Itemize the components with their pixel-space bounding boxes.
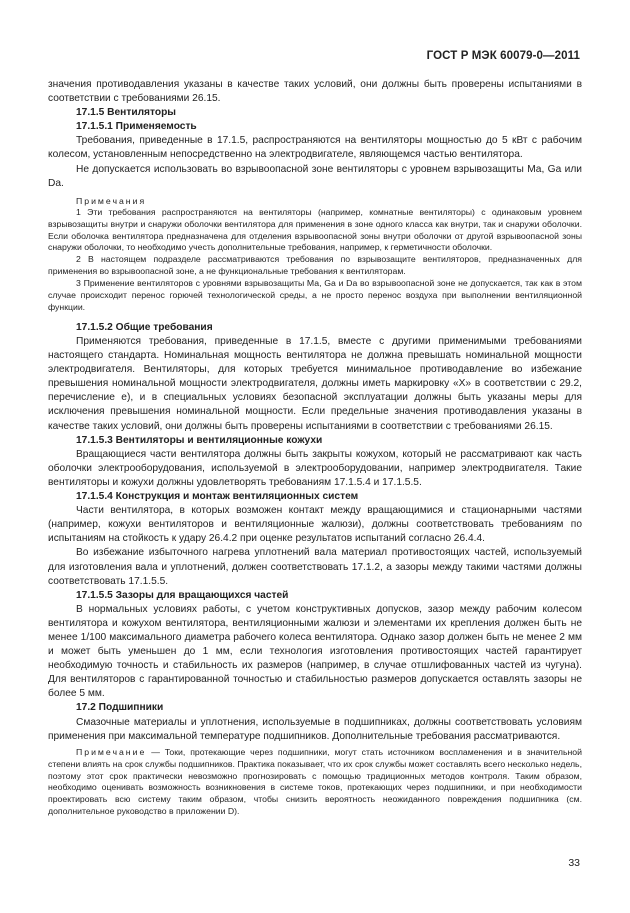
note-1: 1 Эти требования распространяются на вентиляторы (например, комнатные вентиляторы) с одинаковым уровнем взрывозащиты внутри и снаружи оболочки вентилятора для применения в зоне одного класса как внутри, так и снаружи оболочки. Если оболочка вентилятора предназначена для отделения взрывоопасной зоны внутри оболочки от другой взрывоопасной зоны снаружи оболочки, то необходимо учесть дополнительные требования, например, к герметичности оболочки. (48, 206, 582, 253)
paragraph-fan-covers: Вращающиеся части вентилятора должны быть закрыты кожухом, который не рассматривают как часть оболочки электрооборудования, используемой в электрооборудовании, например электродвигателя. Такие вентиляторы и кожухи должны удовлетворять требованиям 17.1.5.4 и 17.1.5.5. (48, 448, 582, 488)
note-3: 3 Применение вентиляторов с уровнями взрывозащиты Ма, Gа и Dа во взрывоопасной зоне не допускается, так как в этом случае происходит перенос горючей технологической среды, а не просто перенос воздуха при выполнении вентиляционной функции. (48, 278, 582, 312)
final-note-label: Примечание (76, 746, 147, 757)
section-heading-17-1-5-5: 17.1.5.5 Зазоры для вращающихся частей (76, 589, 289, 601)
paragraph-prohibition: Не допускается использовать во взрывоопасной зоне вентиляторы с уровнем взрывозащиты Ма, Gа или Dа. (48, 163, 582, 189)
standard-header: ГОСТ Р МЭК 60079-0—2011 (426, 50, 580, 62)
intro-paragraph: значения противодавления указаны в качестве таких условий, они должны быть проверены испытаниями в соответствии с требованиями 26.15. (48, 79, 582, 105)
section-heading-17-1-5-3: 17.1.5.3 Вентиляторы и вентиляционные кожухи (76, 434, 323, 446)
page-number: 33 (568, 857, 580, 869)
paragraph-construction: Части вентилятора, в которых возможен контакт между вращающимися и стационарными частями (например, кожухи вентиляторов и вентиляционные жалюзи), должны соответствовать требованиям по испытаниям на стойкость к удару 26.4.2 при оценке результатов испытаний согласно 26.4.4. (48, 505, 582, 545)
final-note-text: — Токи, протекающие через подшипники, могут стать источником воспламенения и в значительной степени влиять на срок службы подшипников. Практика показывает, что их срок службы может составлять всего несколько недель, поэтому этот срок практически невозможно прогнозировать с помощью традиционных методов контроля. Таким образом, необходимо оценивать возможность возникновения в системе токов, протекающих через подшипники, и при необходимости проектировать всю систему таким образом, чтобы снизить вероятность неожиданного повреждения подшипника (см. дополнительное руководство в приложении D). (48, 746, 582, 817)
paragraph-general-requirements: Применяются требования, приведенные в 17.1.5, вместе с другими применимыми требованиями настоящего стандарта. Номинальная мощность вентилятора не должна превышать номинальной мощности электродвигателя. Вентиляторы, для которых требуется минимальное противодавление во избежание превышения номинальной мощности электродвигателя, должны иметь маркировку «Х» в соответствии с 29.2, перечисление е), и в специальных условиях безопасной эксплуатации должны быть указаны меры для исключения превышения номинальной мощности. Если предельные значения противодавления указаны в качестве таких условий, они должны быть проверены испытаниями в соответствии с требованиями 26.15. (48, 336, 582, 432)
section-heading-17-1-5-2: 17.1.5.2 Общие требования (76, 321, 213, 333)
final-note (48, 747, 582, 818)
section-heading-17-2: 17.2 Подшипники (76, 702, 164, 714)
paragraph-clearances: В нормальных условиях работы, с учетом конструктивных допусков, зазор между рабочим колесом вентилятора и кожухом вентилятора, вентиляционными жалюзи и элементами их крепления должен быть не менее 1/100 максимального диаметра рабочего колеса вентилятора. Однако зазор должен быть не менее 2 мм и может быть уменьшен до 1 мм, если технология изготовления противостоящих частей гарантирует необходимую точность и стабильность их размеров (например, в случае отшлифованных частей из чугуна). Для вентиляторов с гарантированной точностью и стабильностью размеров допускается оставлять зазоры не более 5 мм. (48, 603, 582, 700)
page-content (48, 78, 582, 818)
notes-title: Примечания (76, 195, 147, 206)
paragraph-scope: Требования, приведенные в 17.1.5, распространяются на вентиляторы мощностью до 5 кВт с рабочим колесом, установленным непосредственно на электродвигателе, являющемся частью вентилятора. (48, 135, 582, 161)
paragraph-shaft-seals: Во избежание избыточного нагрева уплотнений вала материал противостоящих частей, используемый для изготовления вала и уплотнений, должен соответствовать 17.1.2, а зазоры между такими частями должны соответствовать 17.1.5.5. (48, 547, 582, 587)
section-heading-17-1-5-1: 17.1.5.1 Применяемость (76, 121, 197, 133)
section-heading-17-1-5-4: 17.1.5.4 Конструкция и монтаж вентиляционных систем (76, 491, 359, 503)
note-2: 2 В настоящем подразделе рассматриваются требования по взрывозащите вентиляторов, предназначенных для применения во взрывоопасной зоне, а не функциональные требования к вентиляторам. (48, 254, 582, 277)
paragraph-bearings: Смазочные материалы и уплотнения, используемые в подшипниках, должны соответствовать условиям применения при максимальной температуре подшипников. Дополнительные требования рассматриваются. (48, 716, 582, 742)
section-heading-17-1-5: 17.1.5 Вентиляторы (76, 107, 176, 119)
